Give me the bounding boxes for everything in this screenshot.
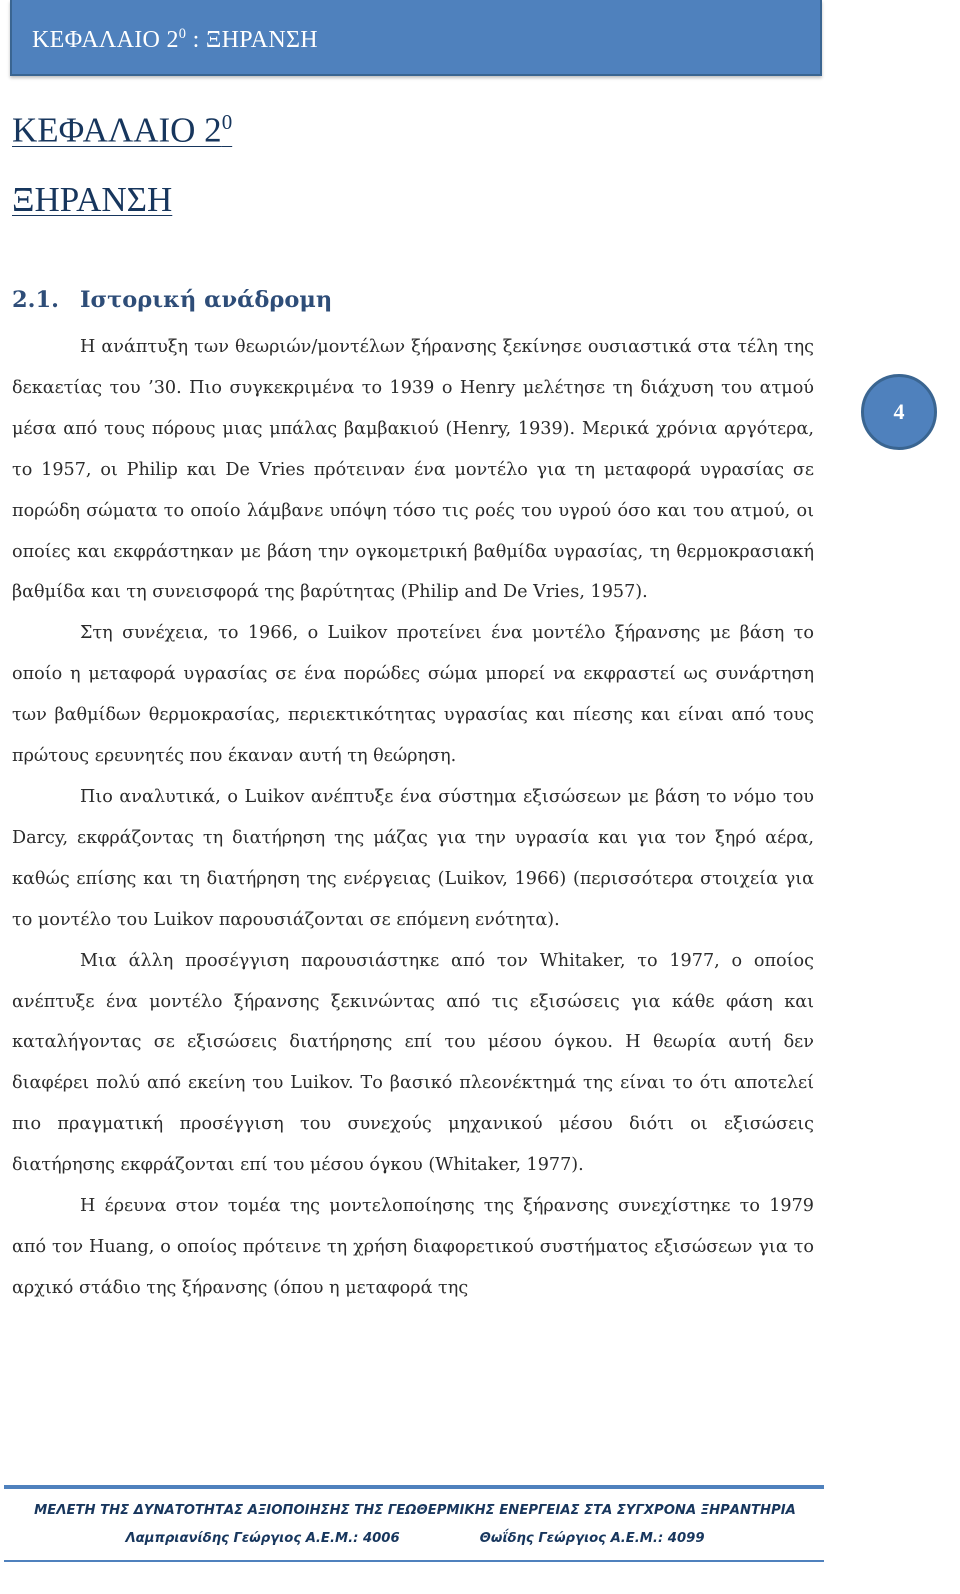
footer-divider-top bbox=[4, 1485, 824, 1489]
section-heading bbox=[12, 289, 332, 312]
section-title: Ιστορική ανάδρομη bbox=[80, 287, 333, 313]
paragraph-5: Η έρευνα στον τομέα της μοντελοποίησης της ξήρανσης συνεχίστηκε το 1979 από τον Huang, ο οποίος πρότεινε τη χρήση διαφορετικού συστήματος εξισώσεων για το αρχικό στάδιο της ξήρανσης (όπου η μεταφορά της bbox=[12, 1196, 814, 1298]
running-header-title bbox=[32, 26, 318, 54]
footer-title: ΜΕΛΕΤΗ ΤΗΣ ΔΥΝΑΤΟΤΗΤΑΣ ΑΞΙΟΠΟΙΗΣΗΣ ΤΗΣ ΓΕΩΘΕΡΜΙΚΗΣ ΕΝΕΡΓΕΙΑΣ ΣΤΑ ΣΥΓΧΡΟΝΑ ΞΗΡΑΝΤΗΡΙΑ bbox=[34, 1503, 796, 1518]
chapter-title-superscript: 0 bbox=[221, 110, 233, 134]
header-title-suffix: : ΞΗΡΑΝΣΗ bbox=[186, 27, 318, 53]
page-number: 4 bbox=[893, 399, 905, 424]
body-text bbox=[12, 327, 814, 1309]
header-title-superscript: 0 bbox=[178, 26, 187, 42]
paragraph-1: Η ανάπτυξη των θεωριών/μοντέλων ξήρανσης ξεκίνησε ουσιαστικά στα τέλη της δεκαετίας του ’30. Πιο συγκεκριμένα το 1939 ο Henry μελέτησε τη διάχυση του ατμού μέσα από τους πόρους μιας μπάλας βαμβακιού (Henry, 1939). Μερικά χρόνια αργότερα, το 1957, οι Philip και De Vries πρότειναν ένα μοντέλο για τη μεταφορά υγρασίας σε πορώδη σώματα το οποίο λάμβανε υπόψη τόσο τις ροές του υγρού όσο και του ατμού, οι οποίες και εκφράστηκαν με βάση την ογκομετρική βαθμίδα υγρασίας, τη θερμοκρασιακή βαθμίδα και τη συνεισφορά της βαρύτητας (Philip and De Vries, 1957). bbox=[12, 337, 814, 603]
paragraph-3: Πιο αναλυτικά, ο Luikov ανέπτυξε ένα σύστημα εξισώσεων με βάση το νόμο του Darcy, εκφράζοντας τη διατήρηση της μάζας για την υγρασία και για τον ξηρό αέρα, καθώς επίσης και τη διατήρηση της ενέργειας (Luikov, 1966) (περισσότερα στοιχεία για το μοντέλο του Luikov παρουσιάζονται σε επόμενη ενότητα). bbox=[12, 786, 814, 930]
footer-author-1: Λαμπριανίδης Γεώργιος Α.Ε.Μ.: 4006 bbox=[125, 1531, 400, 1546]
chapter-subtitle: ΞΗΡΑΝΣΗ bbox=[12, 180, 173, 219]
footer-divider-bottom bbox=[4, 1560, 824, 1562]
running-header bbox=[10, 0, 822, 76]
paragraph-4: Μια άλλη προσέγγιση παρουσιάστηκε από τον Whitaker, το 1977, ο οποίος ανέπτυξε ένα μοντέλο ξήρανσης ξεκινώντας από τις εξισώσεις για κάθε φάση και καταλήγοντας σε εξισώσεις διατήρησης επί του μέσου όγκου. Η θεωρία αυτή δεν διαφέρει πολύ από εκείνη του Luikov. Το βασικό πλεονέκτημά της είναι το ότι αποτελεί πιο πραγματική προσέγγιση του συνεχούς μηχανικού μέσου διότι οι εξισώσεις διατήρησης εκφράζονται επί του μέσου όγκου (Whitaker, 1977). bbox=[12, 950, 814, 1176]
footer-authors bbox=[0, 1531, 830, 1546]
chapter-title bbox=[12, 112, 232, 148]
header-title-prefix: ΚΕΦΑΛΑΙΟ 2 bbox=[32, 27, 179, 53]
chapter-title-text: ΚΕΦΑΛΑΙΟ 2 bbox=[12, 110, 222, 150]
page-number-badge bbox=[861, 374, 937, 450]
footer-author-2: Θωΐδης Γεώργιος Α.Ε.Μ.: 4099 bbox=[479, 1531, 705, 1546]
paragraph-2: Στη συνέχεια, το 1966, ο Luikov προτείνει ένα μοντέλο ξήρανσης με βάση το οποίο η μεταφορά υγρασίας σε ένα πορώδες σώμα μπορεί να εκφραστεί ως συνάρτηση των βαθμίδων θερμοκρασίας, περιεκτικότητας υγρασίας και πίεσης και είναι από τους πρώτους ερευνητές που έκαναν αυτή τη θεώρηση. bbox=[12, 623, 814, 767]
section-number: 2.1. bbox=[12, 287, 59, 313]
